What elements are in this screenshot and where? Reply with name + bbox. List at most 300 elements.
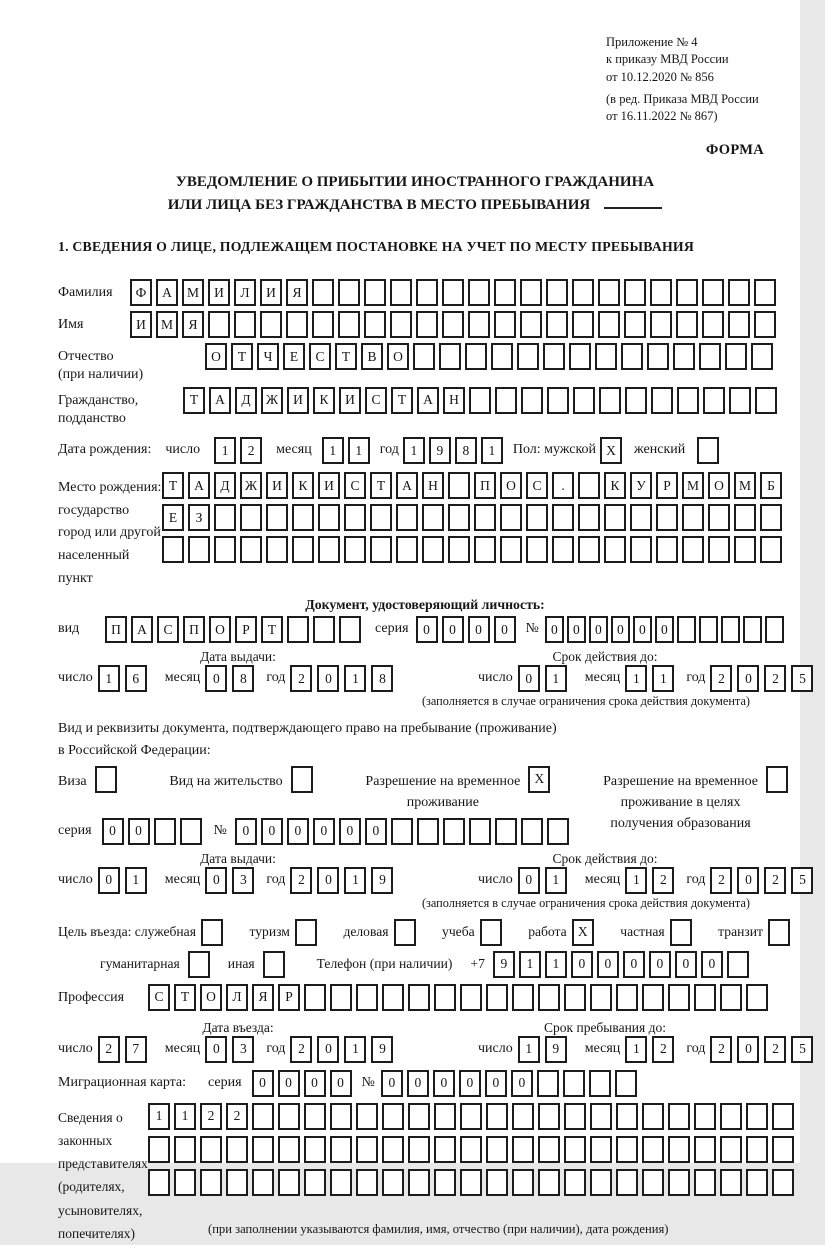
sex-male-checkbox[interactable]: X	[600, 437, 622, 464]
char-cell[interactable]	[318, 504, 340, 531]
char-cell[interactable]	[543, 343, 565, 370]
char-cell[interactable]	[589, 1070, 611, 1097]
char-cell[interactable]: 3	[232, 1036, 254, 1063]
char-cell[interactable]: И	[266, 472, 288, 499]
char-cell[interactable]: Т	[261, 616, 283, 643]
char-cell[interactable]	[344, 504, 366, 531]
char-cell[interactable]: П	[474, 472, 496, 499]
char-cell[interactable]	[312, 311, 334, 338]
char-cell[interactable]: 2	[652, 867, 674, 894]
char-cell[interactable]: Т	[231, 343, 253, 370]
char-cell[interactable]	[703, 387, 725, 414]
char-cell[interactable]	[538, 984, 560, 1011]
char-cell[interactable]: Б	[760, 472, 782, 499]
char-cell[interactable]	[390, 311, 412, 338]
char-cell[interactable]	[364, 311, 386, 338]
char-cell[interactable]	[765, 616, 784, 643]
char-cell[interactable]: Т	[370, 472, 392, 499]
purpose-transit-checkbox[interactable]	[768, 919, 790, 946]
char-cell[interactable]: 1	[148, 1103, 170, 1130]
char-cell[interactable]: 2	[98, 1036, 120, 1063]
char-cell[interactable]	[598, 279, 620, 306]
char-cell[interactable]: 1	[545, 951, 567, 978]
char-cell[interactable]	[512, 1136, 534, 1163]
char-cell[interactable]	[590, 1103, 612, 1130]
char-cell[interactable]: 0	[205, 665, 227, 692]
char-cell[interactable]: 5	[791, 1036, 813, 1063]
char-cell[interactable]	[728, 311, 750, 338]
char-cell[interactable]: М	[734, 472, 756, 499]
char-cell[interactable]	[442, 311, 464, 338]
char-cell[interactable]	[656, 504, 678, 531]
char-cell[interactable]: 0	[597, 951, 619, 978]
char-cell[interactable]	[699, 343, 721, 370]
char-cell[interactable]	[734, 504, 756, 531]
char-cell[interactable]	[413, 343, 435, 370]
char-cell[interactable]: Ч	[257, 343, 279, 370]
char-cell[interactable]	[526, 536, 548, 563]
char-cell[interactable]: Л	[226, 984, 248, 1011]
char-cell[interactable]: 0	[205, 867, 227, 894]
char-cell[interactable]: 0	[235, 818, 257, 845]
char-cell[interactable]	[563, 1070, 585, 1097]
char-cell[interactable]	[460, 984, 482, 1011]
char-cell[interactable]: 0	[317, 1036, 339, 1063]
char-cell[interactable]	[422, 536, 444, 563]
char-cell[interactable]: 0	[737, 867, 759, 894]
char-cell[interactable]	[318, 536, 340, 563]
char-cell[interactable]	[668, 1169, 690, 1196]
char-cell[interactable]: 2	[240, 437, 262, 464]
char-cell[interactable]	[538, 1136, 560, 1163]
char-cell[interactable]: 0	[252, 1070, 274, 1097]
char-cell[interactable]	[734, 536, 756, 563]
char-cell[interactable]	[226, 1169, 248, 1196]
char-cell[interactable]	[642, 1169, 664, 1196]
char-cell[interactable]: Ж	[240, 472, 262, 499]
char-cell[interactable]	[226, 1136, 248, 1163]
char-cell[interactable]	[188, 536, 210, 563]
char-cell[interactable]	[746, 1103, 768, 1130]
char-cell[interactable]	[252, 1103, 274, 1130]
purpose-humanitarian-checkbox[interactable]	[188, 951, 210, 978]
char-cell[interactable]	[148, 1136, 170, 1163]
char-cell[interactable]: 0	[416, 616, 438, 643]
char-cell[interactable]: 0	[675, 951, 697, 978]
char-cell[interactable]: Н	[443, 387, 465, 414]
char-cell[interactable]	[292, 504, 314, 531]
char-cell[interactable]: 2	[764, 665, 786, 692]
char-cell[interactable]: 1	[348, 437, 370, 464]
char-cell[interactable]	[630, 504, 652, 531]
char-cell[interactable]	[668, 984, 690, 1011]
char-cell[interactable]	[720, 984, 742, 1011]
char-cell[interactable]	[408, 984, 430, 1011]
char-cell[interactable]	[677, 387, 699, 414]
char-cell[interactable]: О	[200, 984, 222, 1011]
char-cell[interactable]: 9	[371, 1036, 393, 1063]
char-cell[interactable]	[604, 536, 626, 563]
char-cell[interactable]: 2	[652, 1036, 674, 1063]
char-cell[interactable]	[304, 1136, 326, 1163]
char-cell[interactable]	[720, 1103, 742, 1130]
char-cell[interactable]	[526, 504, 548, 531]
char-cell[interactable]	[727, 951, 749, 978]
char-cell[interactable]: М	[156, 311, 178, 338]
char-cell[interactable]: 0	[589, 616, 608, 643]
char-cell[interactable]: 9	[493, 951, 515, 978]
char-cell[interactable]	[552, 536, 574, 563]
char-cell[interactable]	[356, 1103, 378, 1130]
char-cell[interactable]: 0	[518, 867, 540, 894]
char-cell[interactable]	[465, 343, 487, 370]
char-cell[interactable]	[630, 536, 652, 563]
char-cell[interactable]: И	[339, 387, 361, 414]
char-cell[interactable]	[390, 279, 412, 306]
char-cell[interactable]	[266, 536, 288, 563]
char-cell[interactable]: 0	[313, 818, 335, 845]
char-cell[interactable]	[578, 472, 600, 499]
purpose-private-checkbox[interactable]	[670, 919, 692, 946]
char-cell[interactable]	[408, 1169, 430, 1196]
char-cell[interactable]	[694, 984, 716, 1011]
char-cell[interactable]	[538, 1169, 560, 1196]
char-cell[interactable]: 0	[317, 867, 339, 894]
char-cell[interactable]	[746, 1136, 768, 1163]
char-cell[interactable]	[474, 536, 496, 563]
char-cell[interactable]	[615, 1070, 637, 1097]
char-cell[interactable]: Р	[656, 472, 678, 499]
char-cell[interactable]	[668, 1103, 690, 1130]
char-cell[interactable]: 1	[519, 951, 541, 978]
char-cell[interactable]: И	[130, 311, 152, 338]
char-cell[interactable]	[448, 472, 470, 499]
char-cell[interactable]: .	[552, 472, 574, 499]
char-cell[interactable]	[694, 1169, 716, 1196]
char-cell[interactable]	[370, 504, 392, 531]
char-cell[interactable]	[356, 1136, 378, 1163]
char-cell[interactable]: 0	[633, 616, 652, 643]
char-cell[interactable]: 8	[371, 665, 393, 692]
char-cell[interactable]: 0	[511, 1070, 533, 1097]
char-cell[interactable]: 0	[261, 818, 283, 845]
char-cell[interactable]	[590, 1136, 612, 1163]
char-cell[interactable]: 2	[764, 1036, 786, 1063]
char-cell[interactable]: 1	[625, 1036, 647, 1063]
residence-permit-checkbox[interactable]	[291, 766, 313, 793]
char-cell[interactable]: И	[287, 387, 309, 414]
char-cell[interactable]	[391, 818, 413, 845]
char-cell[interactable]: Я	[252, 984, 274, 1011]
char-cell[interactable]	[760, 536, 782, 563]
char-cell[interactable]: К	[604, 472, 626, 499]
char-cell[interactable]	[702, 279, 724, 306]
char-cell[interactable]	[656, 536, 678, 563]
char-cell[interactable]	[624, 311, 646, 338]
char-cell[interactable]	[500, 536, 522, 563]
char-cell[interactable]: С	[344, 472, 366, 499]
char-cell[interactable]	[252, 1136, 274, 1163]
char-cell[interactable]: Т	[391, 387, 413, 414]
char-cell[interactable]: 3	[232, 867, 254, 894]
char-cell[interactable]	[708, 504, 730, 531]
char-cell[interactable]	[590, 1169, 612, 1196]
char-cell[interactable]	[491, 343, 513, 370]
char-cell[interactable]: О	[500, 472, 522, 499]
char-cell[interactable]	[382, 1136, 404, 1163]
purpose-work-checkbox[interactable]: X	[572, 919, 594, 946]
char-cell[interactable]	[754, 311, 776, 338]
char-cell[interactable]	[572, 279, 594, 306]
char-cell[interactable]	[286, 311, 308, 338]
char-cell[interactable]: О	[387, 343, 409, 370]
char-cell[interactable]	[599, 387, 621, 414]
char-cell[interactable]	[338, 311, 360, 338]
char-cell[interactable]	[746, 1169, 768, 1196]
char-cell[interactable]: Т	[335, 343, 357, 370]
char-cell[interactable]	[443, 818, 465, 845]
char-cell[interactable]	[382, 1169, 404, 1196]
char-cell[interactable]	[772, 1169, 794, 1196]
char-cell[interactable]	[278, 1169, 300, 1196]
char-cell[interactable]: 1	[403, 437, 425, 464]
char-cell[interactable]: Ж	[261, 387, 283, 414]
char-cell[interactable]	[564, 984, 586, 1011]
char-cell[interactable]	[578, 536, 600, 563]
char-cell[interactable]: Я	[182, 311, 204, 338]
char-cell[interactable]	[494, 279, 516, 306]
char-cell[interactable]: Е	[283, 343, 305, 370]
title-blank-line[interactable]	[604, 194, 662, 209]
char-cell[interactable]: 2	[710, 1036, 732, 1063]
char-cell[interactable]	[595, 343, 617, 370]
edu-residence-checkbox[interactable]	[766, 766, 788, 793]
char-cell[interactable]	[754, 279, 776, 306]
char-cell[interactable]: 0	[655, 616, 674, 643]
char-cell[interactable]	[650, 279, 672, 306]
char-cell[interactable]	[564, 1103, 586, 1130]
char-cell[interactable]	[708, 536, 730, 563]
char-cell[interactable]	[408, 1136, 430, 1163]
char-cell[interactable]	[434, 1169, 456, 1196]
char-cell[interactable]: 0	[317, 665, 339, 692]
char-cell[interactable]	[547, 818, 569, 845]
char-cell[interactable]	[668, 1136, 690, 1163]
char-cell[interactable]	[469, 387, 491, 414]
char-cell[interactable]	[474, 504, 496, 531]
char-cell[interactable]	[546, 279, 568, 306]
char-cell[interactable]: И	[260, 279, 282, 306]
char-cell[interactable]	[495, 387, 517, 414]
char-cell[interactable]	[460, 1103, 482, 1130]
char-cell[interactable]	[500, 504, 522, 531]
char-cell[interactable]: С	[148, 984, 170, 1011]
char-cell[interactable]	[494, 311, 516, 338]
char-cell[interactable]	[616, 1136, 638, 1163]
char-cell[interactable]: 1	[518, 1036, 540, 1063]
char-cell[interactable]	[564, 1169, 586, 1196]
char-cell[interactable]	[468, 311, 490, 338]
char-cell[interactable]: Н	[422, 472, 444, 499]
char-cell[interactable]	[682, 504, 704, 531]
char-cell[interactable]	[214, 536, 236, 563]
char-cell[interactable]	[364, 279, 386, 306]
char-cell[interactable]	[486, 984, 508, 1011]
char-cell[interactable]: 1	[174, 1103, 196, 1130]
char-cell[interactable]	[676, 311, 698, 338]
char-cell[interactable]: 0	[485, 1070, 507, 1097]
char-cell[interactable]	[486, 1169, 508, 1196]
char-cell[interactable]	[434, 1103, 456, 1130]
char-cell[interactable]	[416, 279, 438, 306]
char-cell[interactable]	[512, 1103, 534, 1130]
char-cell[interactable]	[495, 818, 517, 845]
char-cell[interactable]	[330, 1169, 352, 1196]
char-cell[interactable]: 0	[567, 616, 586, 643]
purpose-other-checkbox[interactable]	[263, 951, 285, 978]
char-cell[interactable]: 1	[625, 867, 647, 894]
char-cell[interactable]: 1	[214, 437, 236, 464]
char-cell[interactable]	[174, 1169, 196, 1196]
char-cell[interactable]	[694, 1136, 716, 1163]
char-cell[interactable]: 0	[365, 818, 387, 845]
char-cell[interactable]: Т	[162, 472, 184, 499]
char-cell[interactable]	[547, 387, 569, 414]
char-cell[interactable]	[512, 1169, 534, 1196]
char-cell[interactable]	[552, 504, 574, 531]
char-cell[interactable]	[460, 1136, 482, 1163]
char-cell[interactable]: С	[365, 387, 387, 414]
char-cell[interactable]	[313, 616, 335, 643]
char-cell[interactable]	[520, 311, 542, 338]
char-cell[interactable]	[651, 387, 673, 414]
char-cell[interactable]	[538, 1103, 560, 1130]
char-cell[interactable]	[448, 504, 470, 531]
char-cell[interactable]	[564, 1136, 586, 1163]
char-cell[interactable]: П	[105, 616, 127, 643]
char-cell[interactable]	[772, 1136, 794, 1163]
char-cell[interactable]: И	[208, 279, 230, 306]
char-cell[interactable]: Я	[286, 279, 308, 306]
char-cell[interactable]	[234, 311, 256, 338]
char-cell[interactable]: 0	[330, 1070, 352, 1097]
char-cell[interactable]: 0	[494, 616, 516, 643]
char-cell[interactable]	[396, 504, 418, 531]
char-cell[interactable]: А	[417, 387, 439, 414]
char-cell[interactable]: 0	[102, 818, 124, 845]
char-cell[interactable]	[356, 984, 378, 1011]
purpose-official-checkbox[interactable]	[201, 919, 223, 946]
char-cell[interactable]	[292, 536, 314, 563]
char-cell[interactable]	[148, 1169, 170, 1196]
char-cell[interactable]: И	[318, 472, 340, 499]
char-cell[interactable]: 1	[545, 867, 567, 894]
char-cell[interactable]	[569, 343, 591, 370]
char-cell[interactable]: 1	[344, 867, 366, 894]
char-cell[interactable]	[642, 1136, 664, 1163]
char-cell[interactable]	[448, 536, 470, 563]
char-cell[interactable]: 1	[625, 665, 647, 692]
char-cell[interactable]: Т	[183, 387, 205, 414]
char-cell[interactable]: 0	[304, 1070, 326, 1097]
char-cell[interactable]	[590, 984, 612, 1011]
char-cell[interactable]	[720, 1136, 742, 1163]
char-cell[interactable]	[287, 616, 309, 643]
char-cell[interactable]	[616, 1169, 638, 1196]
purpose-study-checkbox[interactable]	[480, 919, 502, 946]
char-cell[interactable]	[760, 504, 782, 531]
char-cell[interactable]: 0	[468, 616, 490, 643]
char-cell[interactable]	[434, 984, 456, 1011]
char-cell[interactable]	[408, 1103, 430, 1130]
char-cell[interactable]	[673, 343, 695, 370]
sex-female-checkbox[interactable]	[697, 437, 719, 464]
char-cell[interactable]: 1	[125, 867, 147, 894]
char-cell[interactable]	[729, 387, 751, 414]
char-cell[interactable]	[621, 343, 643, 370]
char-cell[interactable]	[338, 279, 360, 306]
char-cell[interactable]: 0	[98, 867, 120, 894]
char-cell[interactable]: Е	[162, 504, 184, 531]
char-cell[interactable]: 0	[623, 951, 645, 978]
char-cell[interactable]	[625, 387, 647, 414]
char-cell[interactable]	[572, 311, 594, 338]
char-cell[interactable]	[743, 616, 762, 643]
char-cell[interactable]	[396, 536, 418, 563]
char-cell[interactable]: 0	[701, 951, 723, 978]
char-cell[interactable]	[304, 984, 326, 1011]
char-cell[interactable]	[751, 343, 773, 370]
char-cell[interactable]	[370, 536, 392, 563]
char-cell[interactable]	[278, 1136, 300, 1163]
char-cell[interactable]: Л	[234, 279, 256, 306]
char-cell[interactable]: 8	[455, 437, 477, 464]
char-cell[interactable]: 1	[344, 1036, 366, 1063]
char-cell[interactable]: А	[131, 616, 153, 643]
char-cell[interactable]	[725, 343, 747, 370]
char-cell[interactable]	[240, 536, 262, 563]
char-cell[interactable]	[442, 279, 464, 306]
char-cell[interactable]: 0	[459, 1070, 481, 1097]
char-cell[interactable]	[702, 311, 724, 338]
char-cell[interactable]: 0	[433, 1070, 455, 1097]
char-cell[interactable]	[200, 1169, 222, 1196]
char-cell[interactable]: 8	[232, 665, 254, 692]
char-cell[interactable]	[180, 818, 202, 845]
char-cell[interactable]	[517, 343, 539, 370]
char-cell[interactable]: Т	[174, 984, 196, 1011]
char-cell[interactable]	[252, 1169, 274, 1196]
char-cell[interactable]	[339, 616, 361, 643]
char-cell[interactable]: 2	[290, 867, 312, 894]
char-cell[interactable]	[521, 818, 543, 845]
char-cell[interactable]	[208, 311, 230, 338]
char-cell[interactable]: Р	[235, 616, 257, 643]
char-cell[interactable]	[382, 1103, 404, 1130]
char-cell[interactable]	[240, 504, 262, 531]
char-cell[interactable]	[642, 1103, 664, 1130]
char-cell[interactable]: А	[188, 472, 210, 499]
char-cell[interactable]: М	[182, 279, 204, 306]
char-cell[interactable]: 0	[287, 818, 309, 845]
char-cell[interactable]	[382, 984, 404, 1011]
char-cell[interactable]	[460, 1169, 482, 1196]
char-cell[interactable]	[682, 536, 704, 563]
char-cell[interactable]: 2	[226, 1103, 248, 1130]
char-cell[interactable]: 2	[764, 867, 786, 894]
char-cell[interactable]: 0	[545, 616, 564, 643]
char-cell[interactable]	[772, 1103, 794, 1130]
